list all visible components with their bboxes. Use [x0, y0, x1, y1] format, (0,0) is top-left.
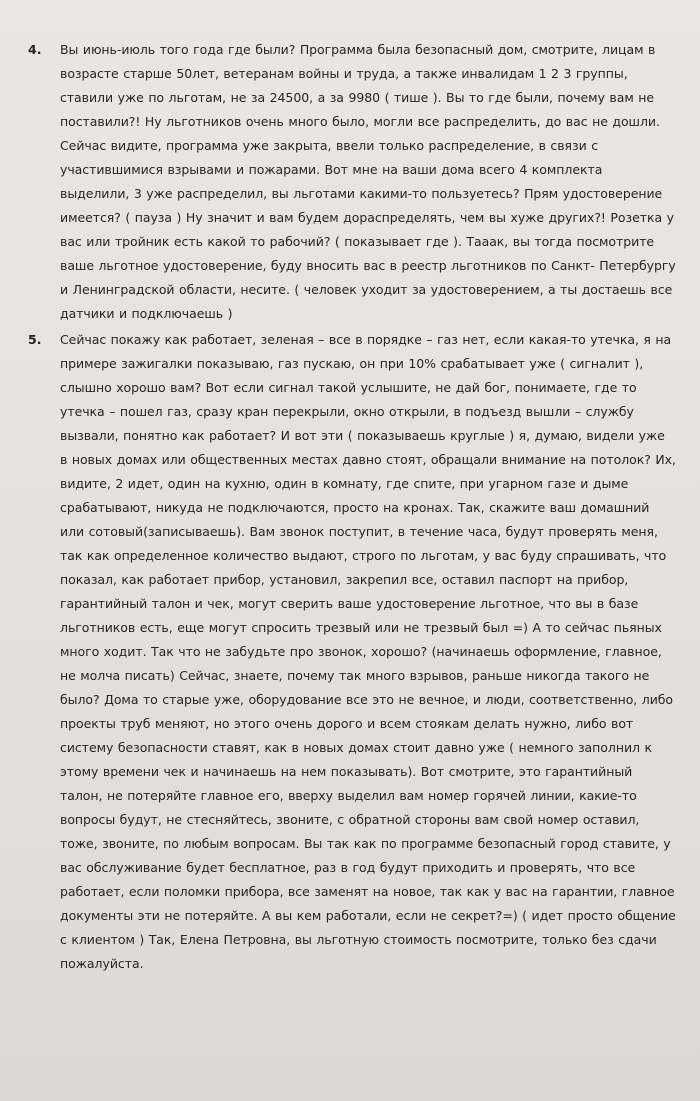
- item-number: 4.: [28, 42, 42, 57]
- numbered-list: [24, 38, 676, 976]
- list-item-5: [24, 328, 676, 976]
- item-text: Сейчас покажу как работает, зеленая – все в порядке – газ нет, если какая-то утечка, я на примере зажигалки показываю, газ пускаю, он при 10% срабатывает уже ( сигналит ), слышно хорошо вам? Вот если сигнал такой услышите, не дай бог, понимаете, где то утечка – пошел газ, сразу кран перекрыли, окно открыли, в подъезд вышли – службу вызвали, понятно как работает? И вот эти ( показываешь круглые ) я, думаю, видели уже в новых домах или общественных местах давно стоят, обращали внимание на потолок? Их, видите, 2 идет, один на кухню, один в комнату, где спите, при угарном газе и дыме срабатывают, никуда не подключаются, просто на кронах. Так, скажите ваш домашний или сотовый(записываешь). Вам звонок поступит, в течение часа, будут проверять меня, так как определенное количество выдают, строго по льготам, у вас буду спрашивать, что показал, как работает прибор, установил, закрепил все, оставил паспорт на прибор, гарантийный талон и чек, могут сверить ваше удостоверение льготное, что вы в базе льготников есть, еще могут спросить трезвый или не трезвый был =) А то сейчас пьяных много ходит. Так что не забудьте про звонок, хорошо? (начинаешь оформление, главное, не молча писать) Сейчас, знаете, почему так много взрывов, раньше никогда такого не было? Дома то старые уже, оборудование все это не вечное, и люди, соответственно, либо проекты труб меняют, но этого очень дорого и всем стоякам делать нужно, либо вот систему безопасности ставят, как в новых домах стоит давно уже ( немного заполнил к этому времени чек и начинаешь на нем показывать). Вот смотрите, это гарантийный талон, не потеряйте главное его, вверху выделил вам номер горячей линии, какие-то вопросы будут, не стесняйтесь, звоните, с обратной стороны вам свой номер оставил, тоже, звоните, по любым вопросам. Вы так как по программе безопасный город ставите, у вас обслуживание будет бесплатное, раз в год будут приходить и проверять, что все работает, если поломки прибора, все заменят на новое, так как у вас на гарантии, главное документы эти не потеряйте. А вы кем работали, если не секрет?=) ( идет просто общение с клиентом ) Так, Елена Петровна, вы льготную стоимость посмотрите, только без сдачи пожалуйста.: [60, 332, 676, 971]
- item-text: Вы июнь-июль того года где были? Программа была безопасный дом, смотрите, лицам в возрасте старше 50лет, ветеранам войны и труда, а также инвалидам 1 2 3 группы, ставили уже по льготам, не за 24500, а за 9980 ( тише ). Вы то где были, почему вам не поставили?! Ну льготников очень много было, могли все распределить, до вас не дошли. Сейчас видите, программа уже закрыта, ввели только распределение, в связи с участившимися взрывами и пожарами. Вот мне на ваши дома всего 4 комплекта выделили, 3 уже распределил, вы льготами какими-то пользуетесь? Прям удостоверение имеется? ( пауза ) Ну значит и вам будем дораспределять, чем вы хуже других?! Розетка у вас или тройник есть какой то рабочий? ( показывает где ). Тааак, вы тогда посмотрите ваше льготное удостоверение, буду вносить вас в реестр льготников по Санкт- Петербургу и Ленинградской области, несите. ( человек уходит за удостоверением, а ты достаешь все датчики и подключаешь ): [60, 42, 676, 321]
- list-item-4: [24, 38, 676, 326]
- item-number: 5.: [28, 332, 42, 347]
